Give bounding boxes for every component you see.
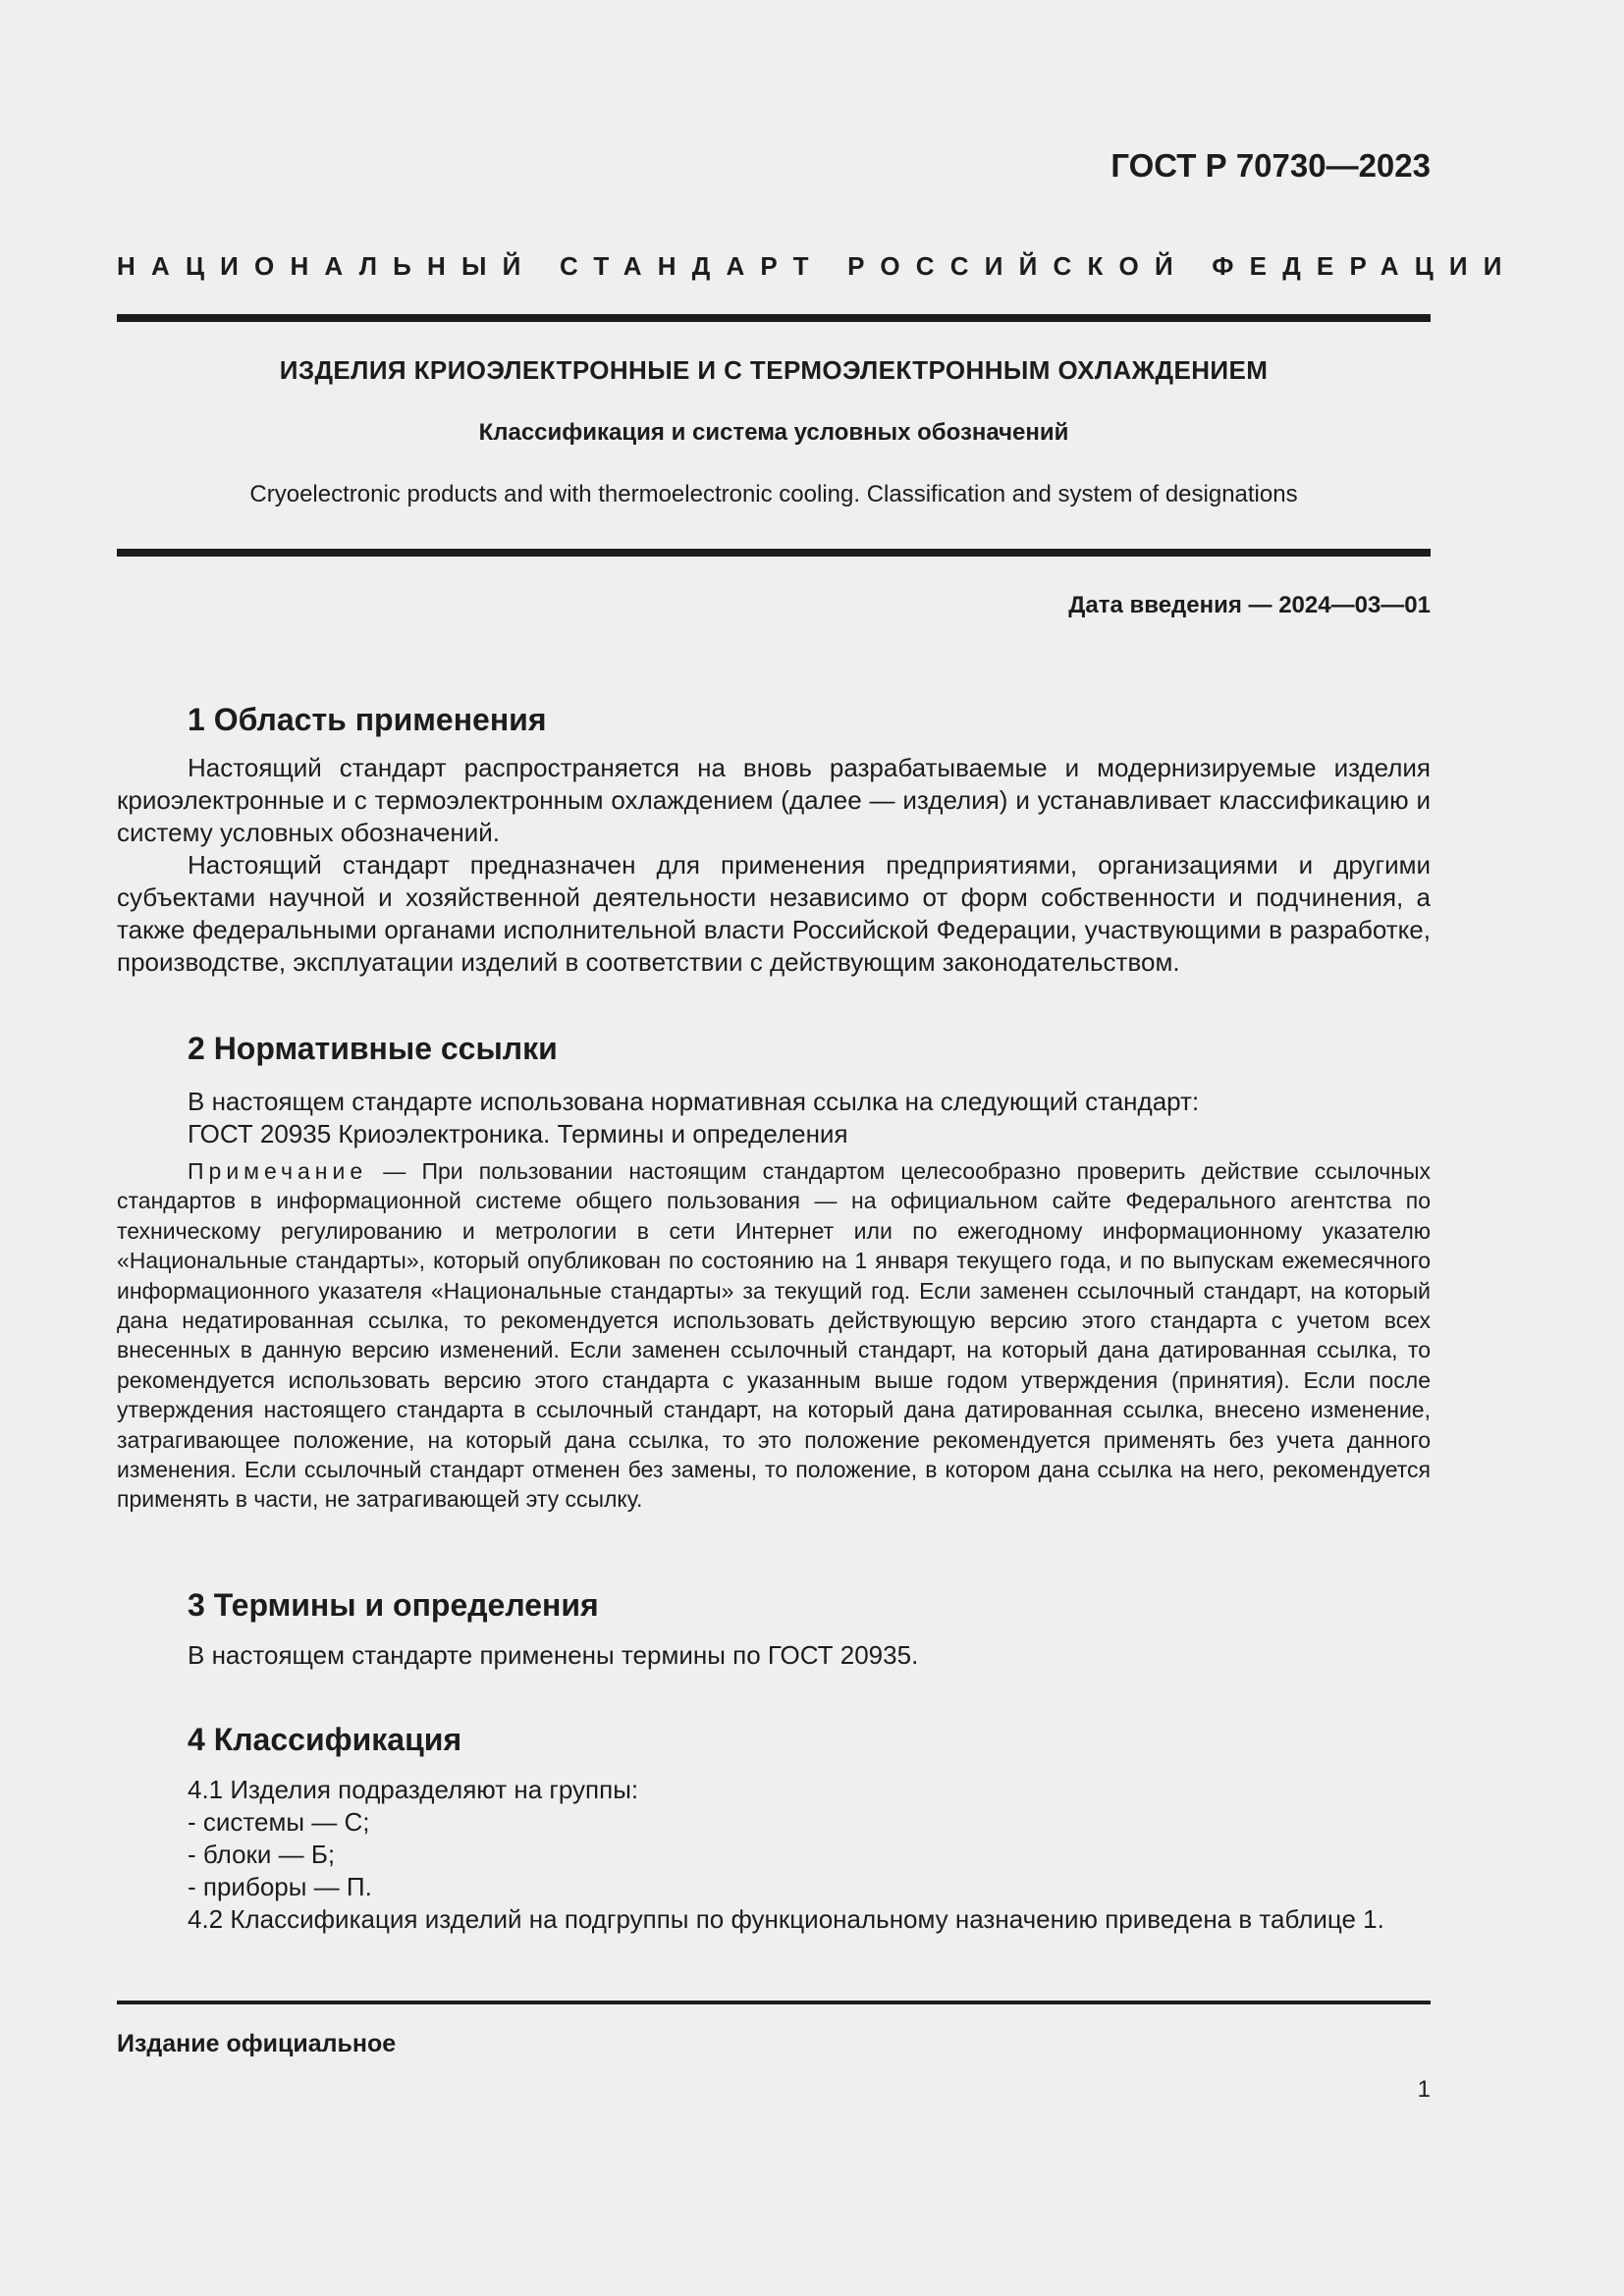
list-item: - приборы — П. bbox=[188, 1872, 372, 1901]
note-text: — При пользовании настоящим стандартом целесообразно проверить действие ссылочных стандартов в информационной системе общего пользования — на официальном сайте Федерального агентства по техническому регулированию и метрологии в сети Интернет или по ежегодному информационному указателю «Национальные стандарты», который опубликован по состоянию на 1 января текущего года, и по выпускам ежемесячного информационного указателя «Национальные стандарты» за текущий год. Если заменен ссылочный стандарт, на который дана недатированная ссылка, то рекомендуется использовать действующую версию этого стандарта с учетом всех внесенных в данную версию изменений. Если заменен ссылочный стандарт, на который дана датированная ссылка, то рекомендуется использовать версию этого стандарта с указанным выше годом утверждения (принятия). Если после утверждения настоящего стандарта в ссылочный стандарт, на который дана датированная ссылка, внесено изменение, затрагивающее положение, на который дана ссылка, то это положение рекомендуется применять без учета данного изменения. Если ссылочный стандарт отменен без замены, то положение, в котором дана ссылка на него, рекомендуется применять в части, не затрагивающей эту ссылку. bbox=[117, 1158, 1431, 1513]
section-heading: 2 Нормативные ссылки bbox=[188, 1031, 558, 1066]
list-item: - системы — С; bbox=[188, 1807, 370, 1837]
title-bottom-rule bbox=[117, 549, 1431, 557]
section-heading: 1 Область применения bbox=[188, 702, 547, 737]
section-terms bbox=[117, 1585, 1431, 1672]
footer-rule bbox=[117, 2001, 1431, 2004]
list-item: - блоки — Б; bbox=[188, 1840, 336, 1869]
section-normative-references bbox=[117, 1029, 1431, 1515]
paragraph: Настоящий стандарт предназначен для применения предприятиями, организациями и другими субъектами научной и хозяйственной деятельности независимо от форм собственности и подчинения, а также федеральными органами исполнительной власти Российской Федерации, участвующими в разработке, производстве, эксплуатации изделий в соответствии с действующим законодательством. bbox=[117, 850, 1431, 977]
list-item: 4.2 Классификация изделий на подгруппы по функциональному назначению приведена в таблице 1. bbox=[188, 1904, 1384, 1934]
document-title: ИЗДЕЛИЯ КРИОЭЛЕКТРОННЫЕ И С ТЕРМОЭЛЕКТРОННЫМ ОХЛАЖДЕНИЕМ bbox=[279, 355, 1269, 385]
page-number: 1 bbox=[1417, 2076, 1431, 2103]
section-classification bbox=[117, 1720, 1431, 1936]
list-item: 4.1 Изделия подразделяют на группы: bbox=[188, 1775, 639, 1804]
reference-item: ГОСТ 20935 Криоэлектроника. Термины и определения bbox=[188, 1119, 848, 1148]
document-subtitle: Классификация и система условных обозначений bbox=[478, 419, 1069, 446]
top-rule bbox=[117, 314, 1431, 322]
document-title-english: Cryoelectronic products and with thermoelectronic cooling. Classification and system of designations bbox=[249, 481, 1298, 507]
paragraph: В настоящем стандарте применены термины по ГОСТ 20935. bbox=[188, 1640, 919, 1670]
introduction-date: Дата введения — 2024—03—01 bbox=[1068, 592, 1431, 618]
section-heading: 4 Классификация bbox=[188, 1722, 462, 1757]
paragraph: Настоящий стандарт распространяется на вновь разрабатываемые и модернизируемые изделия криоэлектронные и с термоэлектронным охлаждением (далее — изделия) и устанавливает классификацию и систему условных обозначений. bbox=[117, 753, 1431, 847]
paragraph: В настоящем стандарте использована нормативная ссылка на следующий стандарт: bbox=[188, 1087, 1200, 1116]
section-scope bbox=[117, 700, 1431, 979]
section-heading: 3 Термины и определения bbox=[188, 1587, 599, 1623]
note-label: Примечание bbox=[188, 1158, 368, 1184]
document-number: ГОСТ Р 70730—2023 bbox=[1110, 147, 1431, 184]
official-edition-label: Издание официальное bbox=[117, 2030, 397, 2057]
note bbox=[117, 1156, 1431, 1515]
national-standard-heading: НАЦИОНАЛЬНЫЙ СТАНДАРТ РОССИЙСКОЙ ФЕДЕРАЦИИ bbox=[117, 251, 1518, 281]
